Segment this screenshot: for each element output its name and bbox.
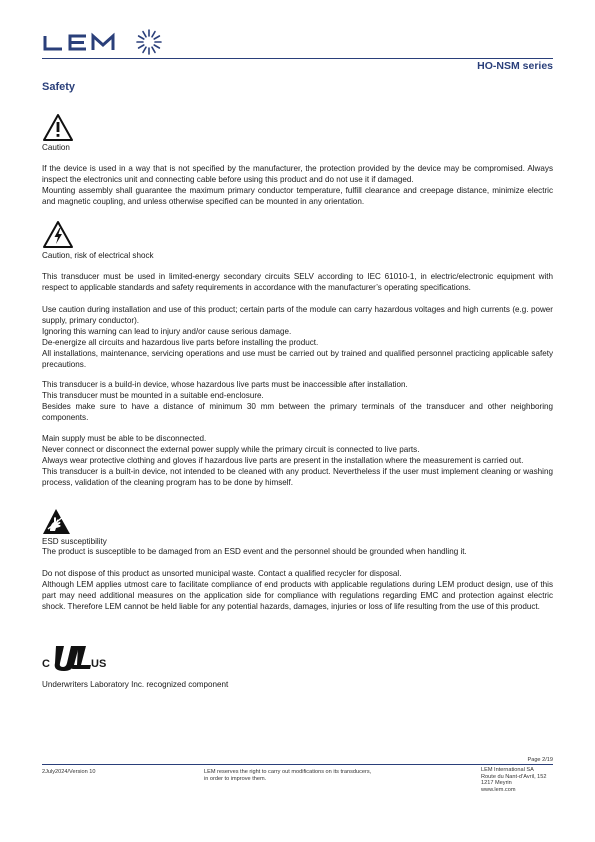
caution-paragraph-2: Mounting assembly shall guarantee the maximum primary conductor temperature, fulfill clearance and creepage distance, minimize electric and magnetic coupling, and unless otherwise specified can be mounted in any orientation. (42, 186, 553, 206)
shock-p4-line-d: This transducer is a built-in device, not intended to be cleaned with any product. Nevertheless if the user must implement cleaning or washing process, validation of the cleaning program has to be done by himself. (42, 466, 553, 487)
ul-label: Underwriters Laboratory Inc. recognized component (42, 680, 229, 689)
footer-date-version: 2July2024/Version 10 (42, 769, 96, 775)
shock-p4-line-b: Never connect or disconnect the external power supply while the primary circuit is connected to live parts. (42, 444, 420, 454)
shock-p2-line-c: De-energize all circuits and hazardous live parts before installing the product. (42, 337, 319, 347)
shock-paragraph-4 (42, 434, 553, 489)
shock-p2-line-a: Use caution during installation and use of this product; certain parts of the module can carry hazardous voltages and high currents (e.g. power supply, primary conductor). (42, 305, 553, 325)
shock-p2-line-d: All installations, maintenance, servicing operations and use must be carried out by trained and qualified personnel practicing applicable safety precautions. (42, 348, 553, 369)
series-title: HO-NSM series (477, 60, 553, 72)
lem-starburst-logo (137, 30, 161, 54)
esd-label: ESD susceptibility (42, 537, 107, 546)
disposal-paragraph-1: Do not dispose of this product as unsorted municipal waste. Contact a qualified recycler for disposal. (42, 569, 402, 578)
footer-address-line-2: Route du Nant-d’Avril, 152 (481, 773, 547, 780)
footer-address (481, 767, 547, 793)
shock-label: Caution, risk of electrical shock (42, 251, 154, 260)
footer-rule (42, 764, 553, 765)
lem-logo-graphic (42, 28, 167, 58)
disposal-paragraph-2: Although LEM applies utmost care to facilitate compliance of end products with applicable regulations during LEM product design, use of this part may need additional measures on the application side for compliance with regulations regarding EMC and protection against electric shock. Therefore LEM cannot be held liable for any potential hazards, damages, injuries or loss of life resulting from the use of this product. (42, 580, 553, 611)
ul-recognized-mark (42, 643, 108, 673)
shock-paragraph-3 (42, 380, 553, 424)
shock-p3-line-c: Besides make sure to have a distance of minimum 30 mm between the primary terminals of the transducer and other neighboring components. (42, 401, 553, 422)
section-title: Safety (42, 81, 76, 93)
shock-paragraph-1: This transducer must be used in limited-energy secondary circuits SELV according to IEC 61010-1, in electric/electronic equipment with respect to applicable standards and safety requirements in accordance with the manufacturer’s operating specifications. (42, 272, 553, 292)
footer-disclaimer (204, 769, 371, 782)
footer-address-line-1: LEM International SA (481, 767, 534, 773)
footer-address-line-3: 1217 Meyrin (481, 780, 512, 787)
footer-website-link[interactable]: www.lem.com (481, 786, 516, 793)
header-rule (42, 58, 553, 59)
esd-paragraph: The product is susceptible to be damaged from an ESD event and the personnel should be grounded when handling it. (42, 547, 467, 556)
shock-p3-line-a: This transducer is a build-in device, whose hazardous live parts must be inaccessible after installation. (42, 380, 408, 389)
footer-disclaimer-line-2: in order to improve them. (204, 775, 267, 782)
shock-p4-line-c: Always wear protective clothing and gloves if hazardous live parts are present in the installation where the measurement is carried out. (42, 455, 524, 465)
footer-disclaimer-line-1: LEM reserves the right to carry out modifications on its transducers, (204, 769, 372, 775)
shock-p4-line-a: Main supply must be able to be disconnected. (42, 434, 207, 443)
shock-p2-line-b: Ignoring this warning can lead to injury and/or cause serious damage. (42, 326, 292, 336)
caution-label: Caution (42, 143, 70, 152)
electric-shock-icon (42, 220, 74, 254)
warning-triangle-icon (42, 113, 74, 147)
shock-p3-line-b: This transducer must be mounted in a suitable end-enclosure. (42, 390, 264, 400)
ul-mark-c: C (42, 658, 50, 670)
ul-mark-us: US (91, 658, 107, 670)
caution-paragraph-1: If the device is used in a way that is not specified by the manufacturer, the protection provided by the device may be compromised. Always inspect the electronics unit and connecting cable before using this product and do not use it if damaged. (42, 164, 553, 184)
shock-paragraph-2 (42, 305, 553, 370)
page-number: Page 2/19 (527, 757, 553, 763)
